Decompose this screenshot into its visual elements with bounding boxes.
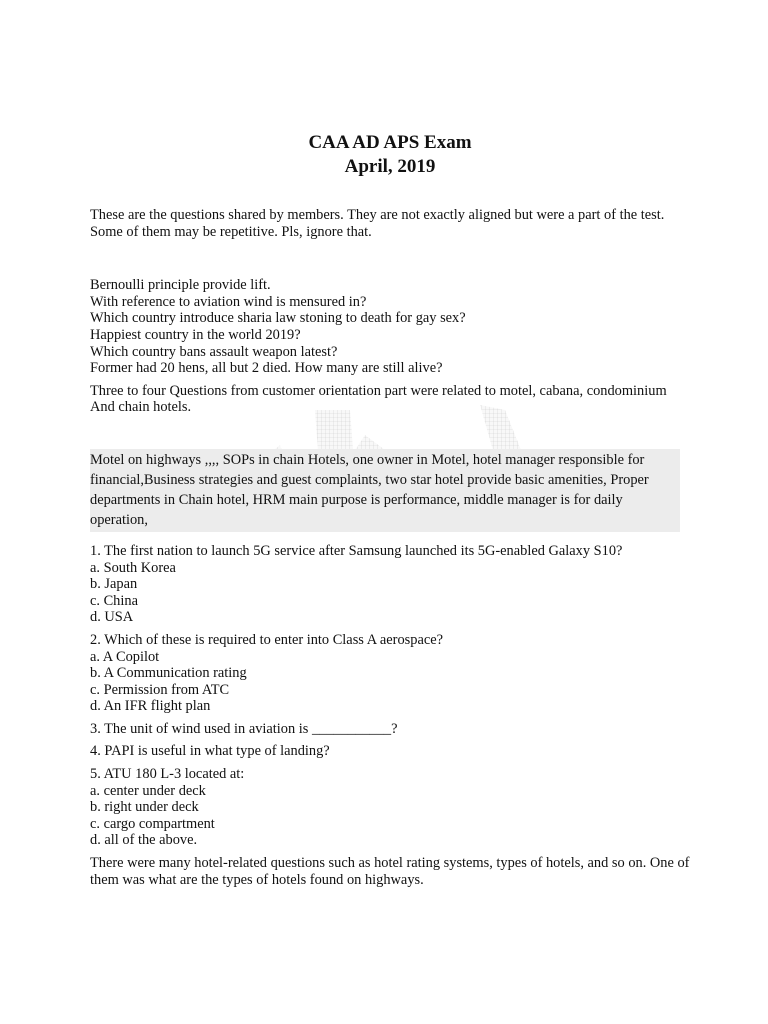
mcq-option: b. right under deck [90, 799, 199, 816]
mcq-option: a. South Korea [90, 559, 176, 576]
mcq-question: 2. Which of these is required to enter into Class A aerospace? [90, 631, 443, 648]
mcq-block [90, 743, 690, 760]
short-question-list [90, 277, 690, 377]
closing-paragraph: There were many hotel-related questions such as hotel rating systems, types of hotels, and so on. One of them was what are the types of hotels found on highways. [90, 855, 690, 888]
mcq-option: c. cargo compartment [90, 815, 215, 832]
customer-orientation-paragraph: Three to four Questions from customer orientation part were related to motel, cabana, condominium And chain hotels. [90, 382, 667, 416]
mcq-option: d. USA [90, 609, 134, 626]
mcq-option: a. A Copilot [90, 648, 160, 665]
short-question: Bernoulli principle provide lift. [90, 277, 271, 294]
mcq-question: 1. The first nation to launch 5G service after Samsung launched its 5G-enabled Galaxy S10? [90, 542, 623, 559]
short-question: Which country bans assault weapon latest? [90, 343, 338, 360]
mcq-question: 5. ATU 180 L-3 located at: [90, 766, 245, 783]
mcq-block [90, 543, 690, 626]
short-question: Which country introduce sharia law stoning to death for gay sex? [90, 310, 466, 327]
mcq-block [90, 766, 690, 849]
mcq-option: d. An IFR flight plan [90, 698, 211, 715]
mcq-question: 4. PAPI is useful in what type of landing? [90, 743, 330, 760]
mcq-option: b. Japan [90, 576, 138, 593]
short-question: Happiest country in the world 2019? [90, 326, 301, 343]
mcq-option: a. center under deck [90, 782, 206, 799]
mcq-option: c. China [90, 592, 138, 609]
document-title: CAA AD APS Exam [308, 132, 472, 153]
mcq-option: d. all of the above. [90, 832, 198, 849]
intro-paragraph: These are the questions shared by members. They are not exactly aligned but were a part of the test. Some of them may be repetitive. Pls, ignore that. [90, 207, 665, 240]
short-question: With reference to aviation wind is mensured in? [90, 293, 367, 310]
mcq-question: 3. The unit of wind used in aviation is ___________? [90, 720, 398, 737]
hotel-notes-paragraph: Motel on highways ,,,, SOPs in chain Hotels, one owner in Motel, hotel manager responsible for financial,Business strategies and guest complaints, two star hotel provide basic amenities, Proper departments in Chain hotel, HRM main purpose is performance, middle manager is for daily operation, [90, 449, 680, 532]
mcq-block [90, 721, 690, 738]
mcq-option: c. Permission from ATC [90, 681, 230, 698]
mcq-block [90, 632, 690, 715]
short-question: Former had 20 hens, all but 2 died. How many are still alive? [90, 360, 443, 377]
mcq-option: b. A Communication rating [90, 665, 247, 682]
document-body [90, 131, 690, 888]
document-date: April, 2019 [344, 156, 436, 177]
